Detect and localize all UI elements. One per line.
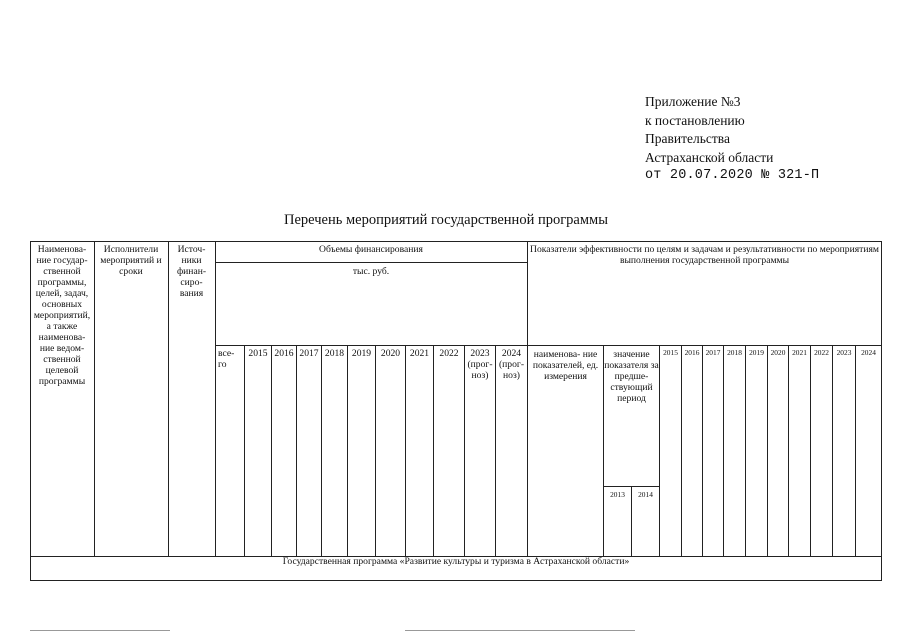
indicators-header: Показатели эффективности по целям и задачам и результативности по мероприятиям выполнения государственной программы [530, 244, 879, 266]
document-title: Перечень мероприятий государственной программы [284, 212, 608, 228]
funding-year-2018: 2018 [324, 348, 345, 359]
col-name-header: Наименова- ние государ- ственной программы, целей, задач, основных мероприятий, а также наименова- ние ведом- ственной целевой программы [33, 244, 91, 387]
funding-year-2016: 2016 [274, 348, 294, 359]
program-row: Государственная программа «Развитие культуры и туризма в Астраханской области» [282, 556, 630, 567]
approval-line-3: Правительства [645, 131, 730, 146]
indicator-prev-year-2013: 2013 [610, 490, 625, 499]
indicator-name-header: наименова- ние показателей, ед. измерения [532, 349, 599, 382]
funding-unit: тыс. руб. [352, 266, 390, 277]
funding-year-2024: 2024 (прог- ноз) [498, 348, 525, 381]
funding-year-2023: 2023 (прог- ноз) [467, 348, 493, 381]
col-executors-header: Исполнители мероприятий и сроки [100, 244, 162, 277]
approval-line-2: к постановлению [645, 112, 745, 128]
funding-header: Объемы финансирования [319, 244, 423, 255]
indicator-year-2020: 2020 [770, 348, 786, 357]
indicator-year-2019: 2019 [749, 348, 764, 357]
indicator-year-2017: 2017 [705, 348, 721, 357]
funding-year-2019: 2019 [351, 348, 372, 359]
funding-year-2021: 2021 [409, 348, 430, 359]
funding-year-2015: 2015 [248, 348, 268, 359]
indicator-year-2021: 2021 [792, 348, 807, 357]
indicator-year-2022: 2022 [814, 348, 829, 357]
col-sources-header: Источ- ники финан- сиро- вания [176, 244, 207, 299]
funding-year-2017: 2017 [299, 348, 319, 359]
funding-year-2020: 2020 [380, 348, 401, 359]
approval-line-1: Приложение №3 [645, 94, 741, 109]
indicator-year-2015: 2015 [663, 348, 678, 357]
scan-artifact [30, 630, 170, 631]
scan-artifact [405, 630, 635, 631]
approval-line-4: Астраханской области [645, 149, 774, 165]
approval-date: от 20.07.2020 № 321-П [645, 168, 820, 183]
indicator-prev-year-2014: 2014 [638, 490, 653, 499]
funding-year-2022: 2022 [439, 348, 459, 359]
indicator-year-2024: 2024 [861, 348, 876, 357]
indicator-prev-header: значение показателя за предше- ствующий период [604, 349, 659, 404]
indicator-year-2023: 2023 [836, 348, 852, 357]
indicator-year-2018: 2018 [727, 348, 742, 357]
funding-total-header: все- го [218, 348, 235, 370]
indicator-year-2016: 2016 [684, 348, 700, 357]
